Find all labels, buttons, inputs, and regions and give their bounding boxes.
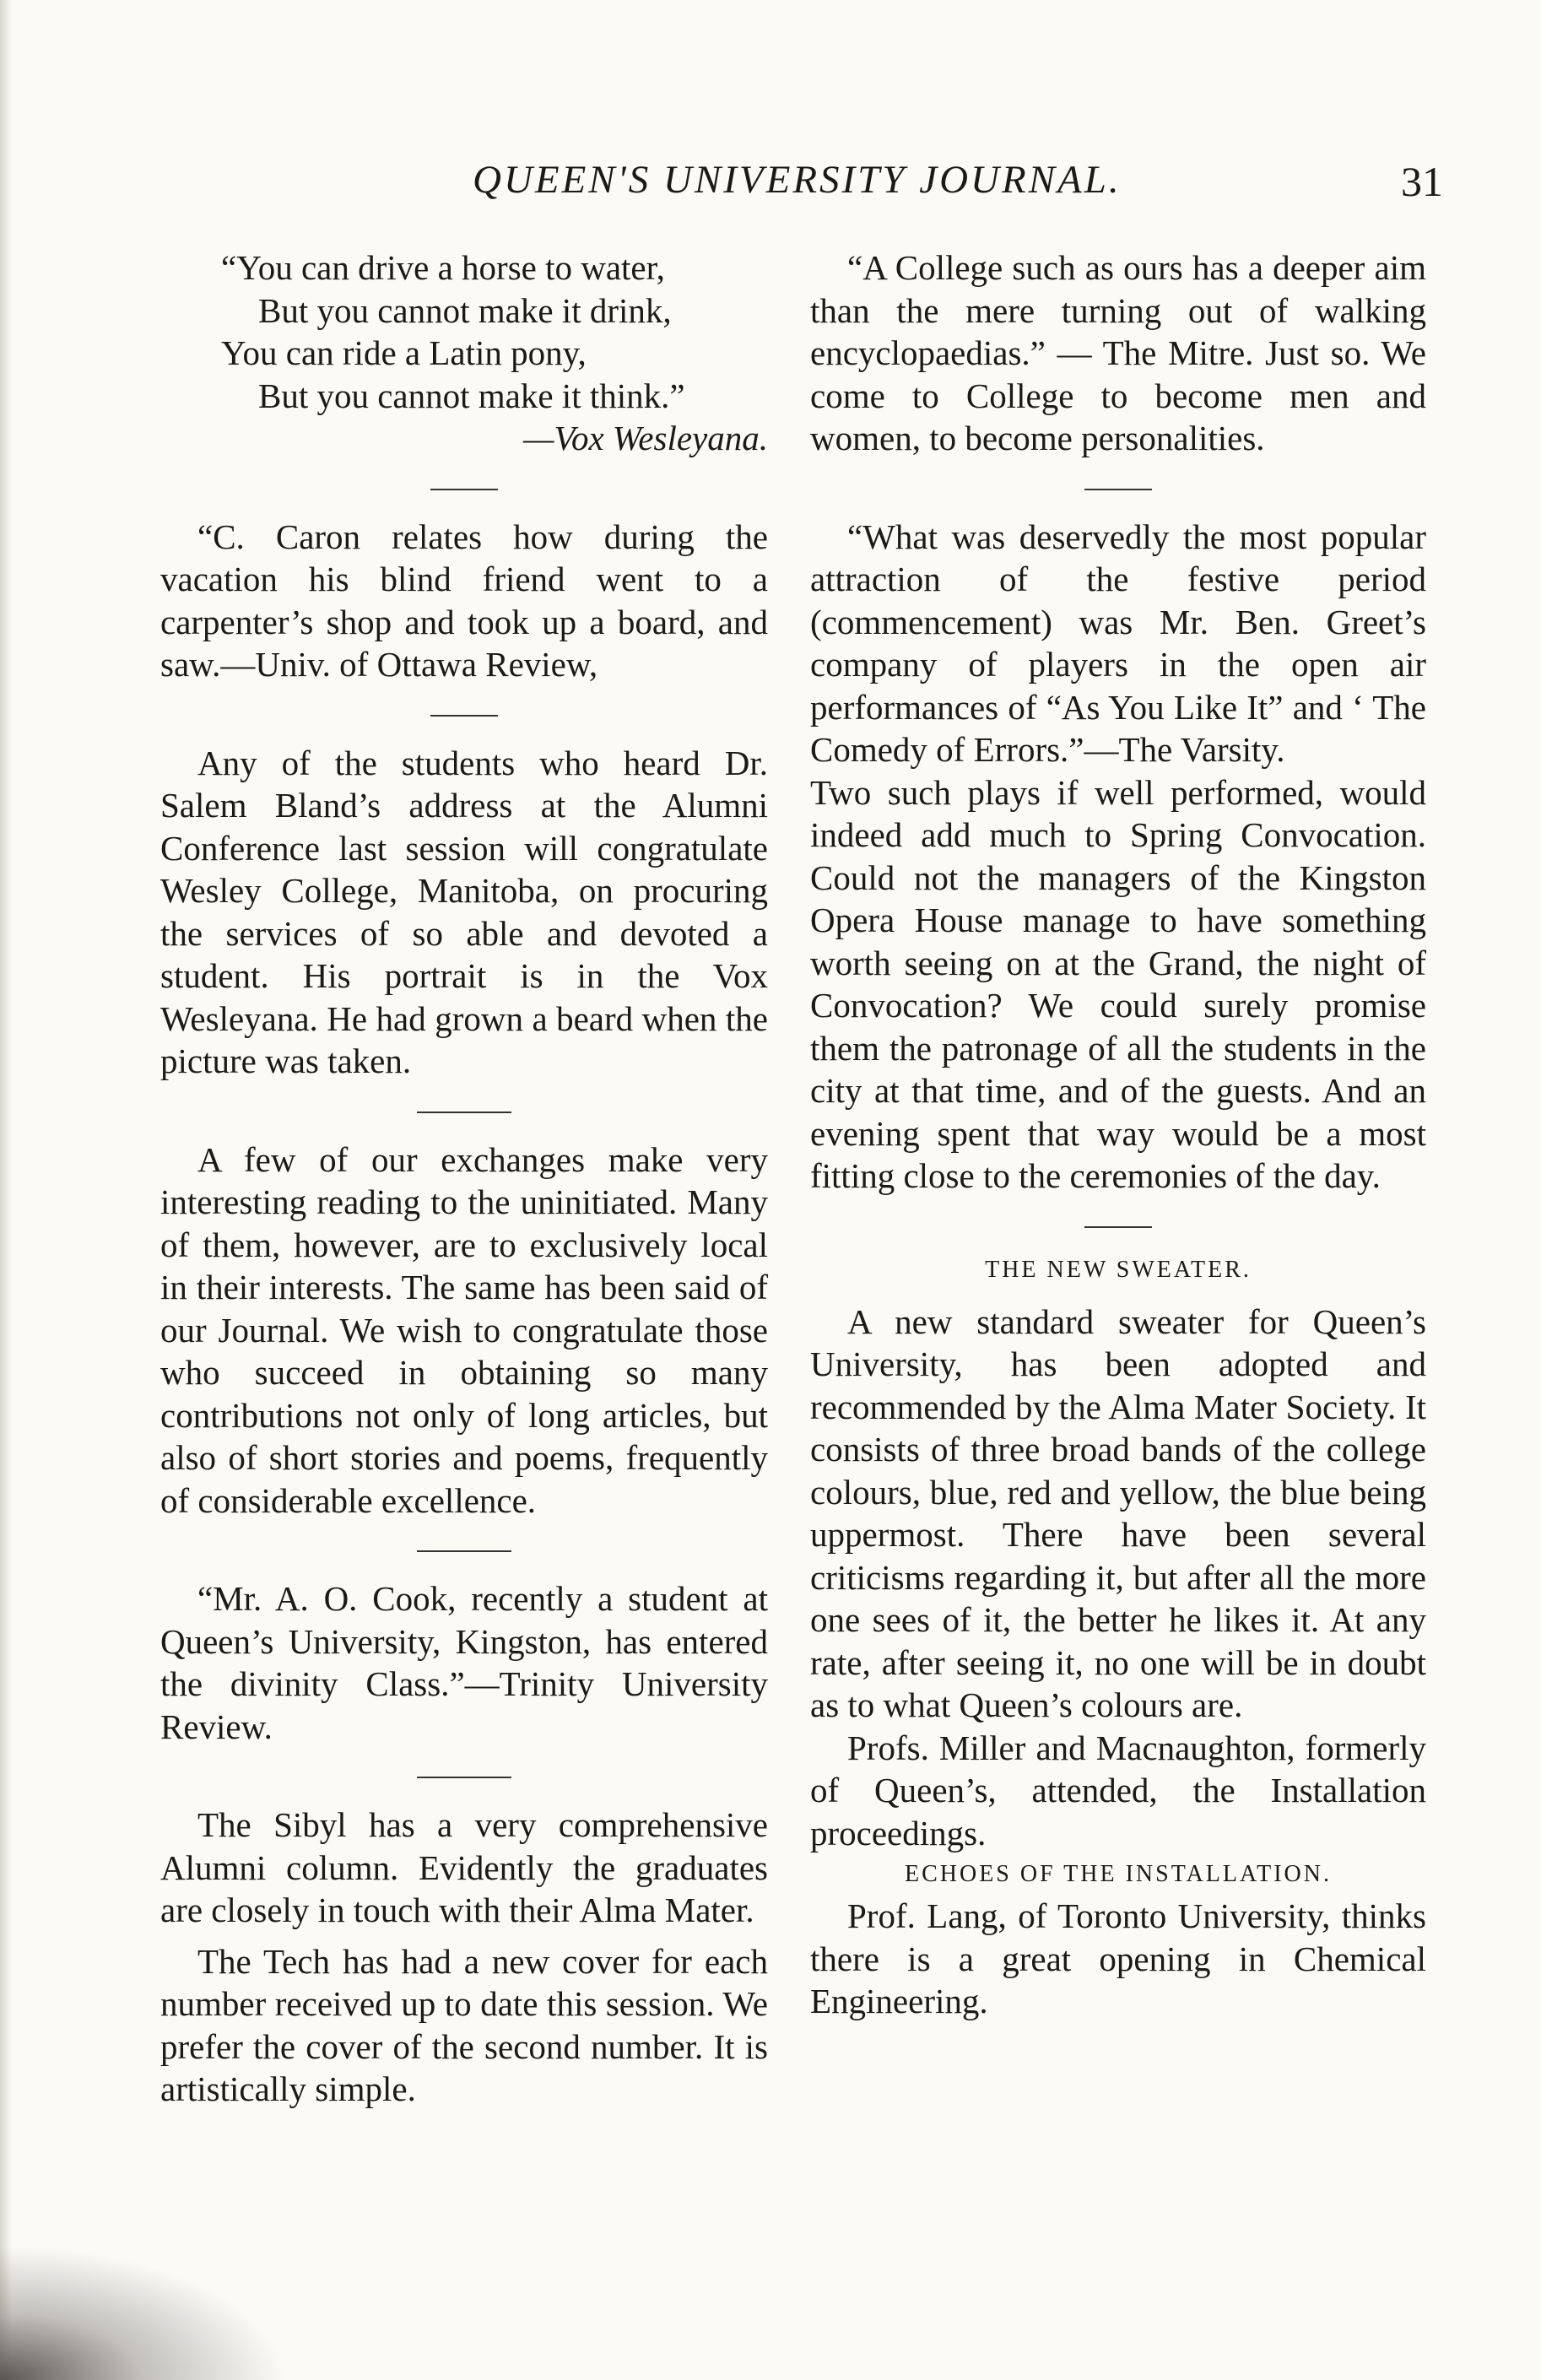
verse-line: But you cannot make it think.” [258, 376, 685, 415]
divider [1084, 1226, 1152, 1228]
verse-line: You can ride a Latin pony, [221, 333, 587, 372]
verse-line: But you cannot make it drink, [258, 290, 672, 330]
cook-paragraph: “Mr. A. O. Cook, recently a student at Queen’s University, Kingston, has entered the divinity Class.”—Trinity University Review. [160, 1579, 768, 1746]
verse-attribution: —Vox Wesleyana. [523, 419, 768, 457]
page-edge-shadow [0, 0, 12, 2380]
right-column [810, 246, 1426, 2023]
greet-comment-paragraph: Two such plays if well performed, would indeed add much to Spring Convocation. Could not the managers of the Kingston Opera House manage to have something worth seeing on at the Grand, the night of Convocation? We could surely promise them the patronage of all the students in the city at that time, and of the guests. And an evening spent that way would be a most fitting close to the ceremonies of the day. [810, 772, 1426, 1195]
divider [417, 1550, 511, 1552]
left-column [160, 246, 768, 2111]
verse-line: “You can drive a horse to water, [221, 248, 665, 287]
section-heading-sweater: THE NEW SWEATER. [985, 1256, 1252, 1283]
caron-paragraph: “C. Caron relates how during the vacation his blind friend went to a carpenter’s shop and took up a board, and saw.—Univ. of Ottawa Review, [160, 517, 768, 684]
divider [430, 489, 498, 490]
divider [1084, 489, 1152, 490]
tech-paragraph: The Tech has had a new cover for each number received up to date this session. We prefer the cover of the second number. It is artistically simple. [160, 1941, 768, 2108]
mitre-paragraph: “A College such as ours has a deeper aim than the mere turning out of walking encyclopaedias.” — The Mitre. Just so. We come to College to become men and women, to become personalities. [810, 248, 1426, 457]
page-corner-shadow [0, 2245, 287, 2380]
verse-block [160, 246, 768, 417]
exchanges-paragraph: A few of our exchanges make very interesting reading to the uninitiated. Many of them, however, are to exclusively local in their interests. The same has been said of our Journal. We wish to congratulate those who succeed in obtaining so many contributions not only of long articles, but also of short stories and poems, frequently of considerable excellence. [160, 1139, 768, 1520]
divider [430, 715, 498, 717]
lang-paragraph: Prof. Lang, of Toronto University, thinks there is a great opening in Chemical Engineering. [810, 1896, 1426, 2020]
divider [417, 1777, 511, 1778]
section-heading-echoes: ECHOES OF THE INSTALLATION. [904, 1861, 1332, 1887]
journal-title: QUEEN'S UNIVERSITY JOURNAL. [473, 158, 1122, 202]
divider [417, 1112, 511, 1113]
page-number: 31 [1401, 158, 1443, 205]
bland-paragraph: Any of the students who heard Dr. Salem Bland’s address at the Alumni Conference last session will congratulate Wesley College, Manitoba, on procuring the services of so able and devoted a student. His portrait is in the Vox Wesleyana. He had grown a beard when the picture was taken. [160, 743, 768, 1080]
sweater-paragraph: A new standard sweater for Queen’s University, has been adopted and recommended by the Alma Mater Society. It consists of three broad bands of the college colours, blue, red and yellow, the blue being uppermost. There have been several criticisms regarding it, but after all the more one sees of it, the better he likes it. At any rate, after seeing it, no one will be in doubt as to what Queen’s colours are. [810, 1301, 1426, 1724]
sibyl-paragraph: The Sibyl has a very comprehensive Alumni column. Evidently the graduates are closely in touch with their Alma Mater. [160, 1805, 768, 1929]
greet-quote-paragraph: “What was deservedly the most popular attraction of the festive period (commencement) was Mr. Ben. Greet’s company of players in the open air performances of “As You Like It” and ‘ The Comedy of Errors.”—The Varsity. [810, 517, 1426, 769]
running-header [0, 157, 1541, 216]
profs-paragraph: Profs. Miller and Macnaughton, formerly of Queen’s, attended, the Installation proceedings. [810, 1728, 1426, 1853]
